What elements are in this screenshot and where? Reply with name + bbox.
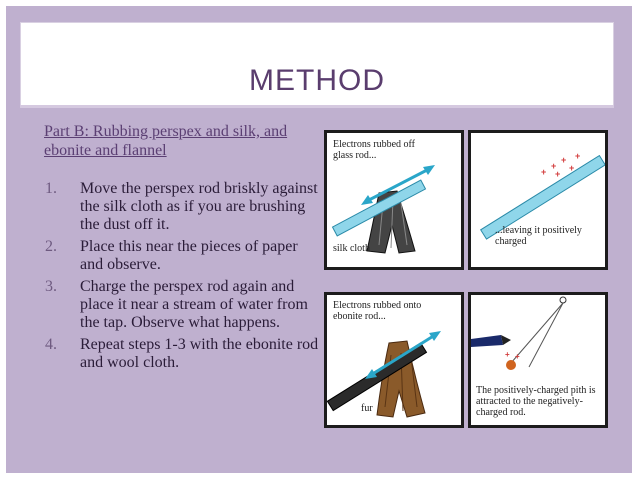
step-number: 2. (45, 238, 57, 255)
svg-text:+: + (515, 352, 520, 361)
panel-label: fur (361, 403, 373, 414)
panel-caption: Electrons rubbed onto ebonite rod... (333, 300, 422, 322)
title-underline (20, 105, 614, 108)
title-box (20, 22, 614, 108)
svg-text:+: + (561, 155, 567, 165)
step-text: Move the perspex rod briskly against the silk cloth as if you are brushing the dust off it. (80, 180, 318, 233)
slide-title: METHOD (249, 64, 385, 97)
section-subtitle: Part B: Rubbing perspex and silk, and ebonite and flannel (44, 123, 288, 159)
step-text: Charge the perspex rod again and place it near a stream of water from the tap. Observe what happens. (80, 278, 308, 331)
panel-caption: The positively-charged pith is attracted to the negatively-charged rod. (476, 385, 596, 418)
step-number: 3. (45, 278, 57, 295)
svg-text:+: + (575, 151, 581, 161)
svg-text:+: + (551, 161, 557, 171)
step-item (40, 180, 320, 234)
method-steps (40, 180, 320, 376)
ebonite-rod-fur-illustration (327, 295, 461, 425)
figure-panel-ebonite-fur (324, 292, 464, 428)
svg-text:+: + (569, 163, 575, 173)
panel-caption: ...leaving it positively charged (495, 225, 582, 247)
panel-label: silk cloth (333, 243, 370, 254)
figure-panel-glass-silk (324, 130, 464, 270)
step-item (40, 336, 320, 372)
step-number: 1. (45, 180, 57, 197)
step-item (40, 278, 320, 332)
pith-ball (506, 360, 516, 370)
panel-caption: Electrons rubbed off glass rod... (333, 139, 416, 161)
figure-panel-positive-rod (468, 130, 608, 270)
step-text: Repeat steps 1-3 with the ebonite rod and wool cloth. (80, 336, 319, 371)
svg-text:+: + (505, 350, 510, 359)
svg-text:+: + (555, 169, 561, 179)
step-text: Place this near the pieces of paper and observe. (80, 238, 298, 273)
step-item (40, 238, 320, 274)
ebonite-rod (471, 335, 503, 347)
step-number: 4. (45, 336, 57, 353)
figure-panel-pith-ball (468, 292, 608, 428)
svg-text:+: + (541, 167, 547, 177)
